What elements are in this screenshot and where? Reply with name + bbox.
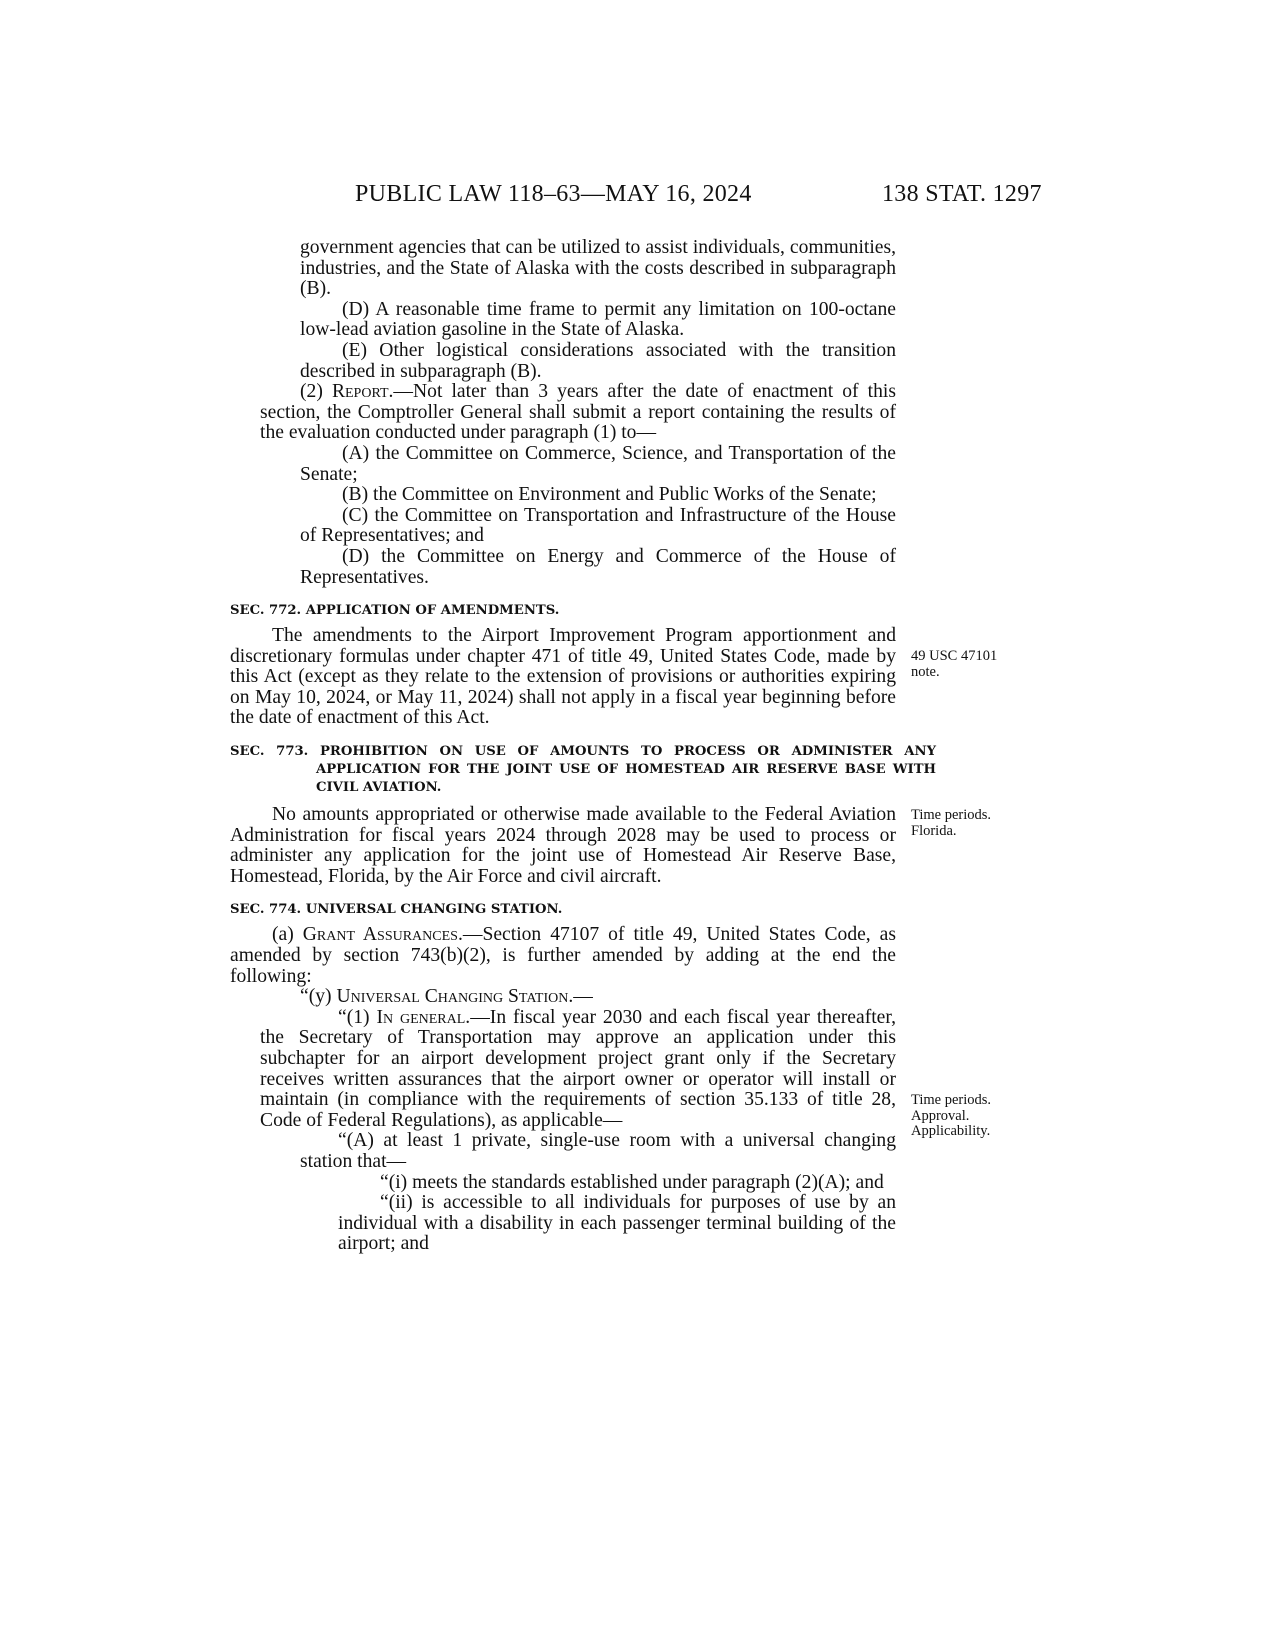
- section-774-general: “(1) In general.—In fiscal year 2030 and each fiscal year thereafter, the Secretary of Transportation may approve an application under this subchapter for an airport development project grant only if the Secretary receives written assurances that the airport owner or operator will install or maintain (in compliance with the requirements of section 35.133 of title 28, Code of Federal Regulations), as applicable—: [260, 1006, 897, 1131]
- margin-note-772: 49 USC 47101 note.: [911, 648, 998, 680]
- section-774-item-a: “(A) at least 1 private, single-use room with a universal changing station that—: [300, 1130, 896, 1172]
- section-772-text: The amendments to the Airport Improvement Program apportionment and discretionary formulas under chapter 471 of title 49, United States Code, made by this Act (except as they relate to the extension of provisions or authorities expiring on May 10, 2024, or May 11, 2024) shall not apply in a fiscal year beginning before the date of enactment of this Act.: [230, 625, 896, 729]
- section-774-y: “(y) Universal Changing Station.—: [300, 986, 593, 1008]
- section-773-heading: SEC. 773. PROHIBITION ON USE OF AMOUNTS TO PROCESS OR ADMINISTER ANY APPLICATION FOR THE JOINT USE OF HOMESTEAD AIR RESERVE BASE WITH CIVIL AVIATION.: [230, 744, 936, 796]
- report-item-c: (C) the Committee on Transportation and Infrastructure of the House of Representatives; and: [300, 504, 896, 547]
- paragraph-continuation: government agencies that can be utilized to assist individuals, communities, industries, and the State of Alaska with the costs described in subparagraph (B).: [300, 237, 896, 300]
- section-772-heading: SEC. 772. APPLICATION OF AMENDMENTS.: [230, 603, 560, 619]
- section-774-item-ii: “(ii) is accessible to all individuals for purposes of use by an individual with a disability in each passenger terminal building of the airport; and: [338, 1192, 896, 1255]
- document-body: [230, 237, 936, 1255]
- report-item-a: (A) the Committee on Commerce, Science, and Transportation of the Senate;: [300, 442, 896, 485]
- subparagraph-d: (D) A reasonable time frame to permit any limitation on 100-octane low-lead aviation gasoline in the State of Alaska.: [300, 298, 896, 341]
- subparagraph-e: (E) Other logistical considerations associated with the transition described in subparagraph (B).: [300, 339, 896, 382]
- report-item-d: (D) the Committee on Energy and Commerce of the House of Representatives.: [300, 545, 896, 588]
- section-774-heading: SEC. 774. UNIVERSAL CHANGING STATION.: [230, 902, 563, 918]
- report-item-b: (B) the Committee on Environment and Public Works of the Senate;: [342, 484, 877, 506]
- report-heading: Report: [331, 381, 389, 403]
- page-stat-number: 138 STAT. 1297: [882, 181, 1042, 207]
- margin-note-773: Time periods. Florida.: [911, 807, 992, 839]
- section-773-text: No amounts appropriated or otherwise made available to the Federal Aviation Administration for fiscal years 2024 through 2028 may be used to process or administer any application for the joint use of Homestead Air Reserve Base, Homestead, Florida, by the Air Force and civil aircraft.: [230, 804, 896, 887]
- paragraph-report: (2) Report.—Not later than 3 years after the date of enactment of this section, the Comptroller General shall submit a report containing the results of the evaluation conducted under paragraph (1) to—: [260, 381, 896, 444]
- section-774-a: (a) Grant Assurances.—Section 47107 of title 49, United States Code, as amended by section 743(b)(2), is further amended by adding at the end the following:: [230, 924, 897, 987]
- margin-note-774: Time periods. Approval. Applicability.: [911, 1092, 992, 1139]
- running-header-title: PUBLIC LAW 118–63—MAY 16, 2024: [355, 181, 752, 207]
- section-774-item-i: “(i) meets the standards established under paragraph (2)(A); and: [380, 1171, 884, 1193]
